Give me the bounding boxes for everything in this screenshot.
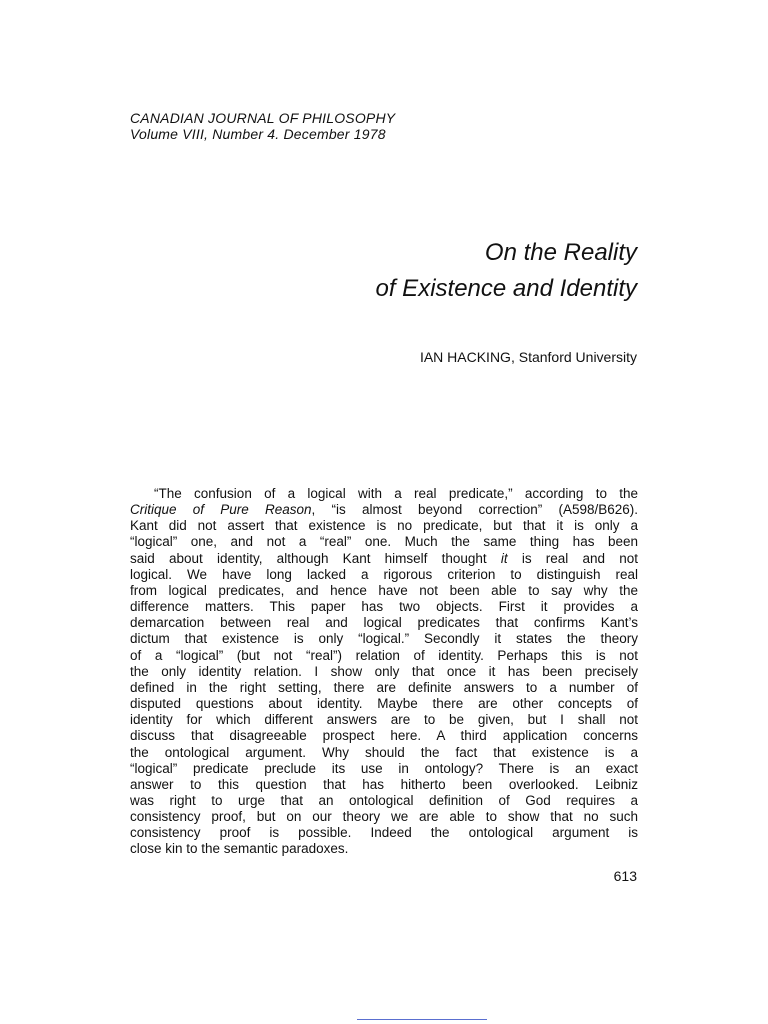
text-line: consistency proof, but on our theory we are able to show that no such [130,809,638,825]
text-line [130,551,638,567]
text-line: disputed questions about identity. Maybe there are other concepts of [130,696,638,712]
journal-masthead [130,110,395,142]
text-line: “logical” one, and not a “real” one. Much the same thing has been [130,534,638,550]
text-line: Kant did not assert that existence is no predicate, but that it is only a [130,518,638,534]
text-line: of a “logical” (but not “real”) relation of identity. Perhaps this is not [130,647,638,663]
text-line: was right to urge that an ontological definition of God requires a [130,792,638,808]
text-line: “logical” predicate preclude its use in ontology? There is an exact [130,760,638,776]
text-span: , “is almost beyond correction” (A598/B626). [311,502,639,518]
article-title-line-2: of Existence and Identity [375,275,637,302]
emphasis-text: it [500,550,508,566]
text-line: consistency proof is possible. Indeed the ontological argument is [130,825,638,841]
article-title-line-1: On the Reality [484,239,637,266]
text-line: discuss that disagreeable prospect here. A third application concerns [130,728,638,744]
text-line: answer to this question that has hitherto been overlooked. Leibniz [130,776,638,792]
text-line: logical. We have long lacked a rigorous criterion to distinguish real [130,566,638,582]
emphasis-text: Critique of Pure Reason [130,502,312,518]
text-line: demarcation between real and logical predicates that confirms Kant’s [130,615,638,631]
article-title [376,235,638,307]
text-line: defined in the right setting, there are definite answers to a number of [130,679,638,695]
text-line [130,502,638,518]
text-line: the only identity relation. I show only that once it has been precisely [130,663,638,679]
text-line: “The confusion of a logical with a real predicate,” according to the [154,486,638,501]
journal-name: CANADIAN JOURNAL OF PHILOSOPHY [130,110,396,126]
page-number: 613 [613,868,637,884]
text-span: is real and not [507,550,638,566]
text-line: dictum that existence is only “logical.” Secondly it states the theory [130,631,638,647]
footer-divider [357,1019,487,1020]
text-span: said about identity, although Kant himself thought [130,550,501,566]
abstract-paragraph [130,486,638,858]
text-line: identity for which different answers are to be given, but I shall not [130,712,638,728]
author-byline: IAN HACKING, Stanford University [419,349,637,365]
text-line: from logical predicates, and hence have not been able to say why the [130,582,638,598]
text-line: difference matters. This paper has two objects. First it provides a [130,599,638,615]
journal-issue: Volume VIII, Number 4. December 1978 [130,126,386,142]
text-line: close kin to the semantic paradoxes. [130,841,349,857]
text-line: the ontological argument. Why should the fact that existence is a [130,744,638,760]
